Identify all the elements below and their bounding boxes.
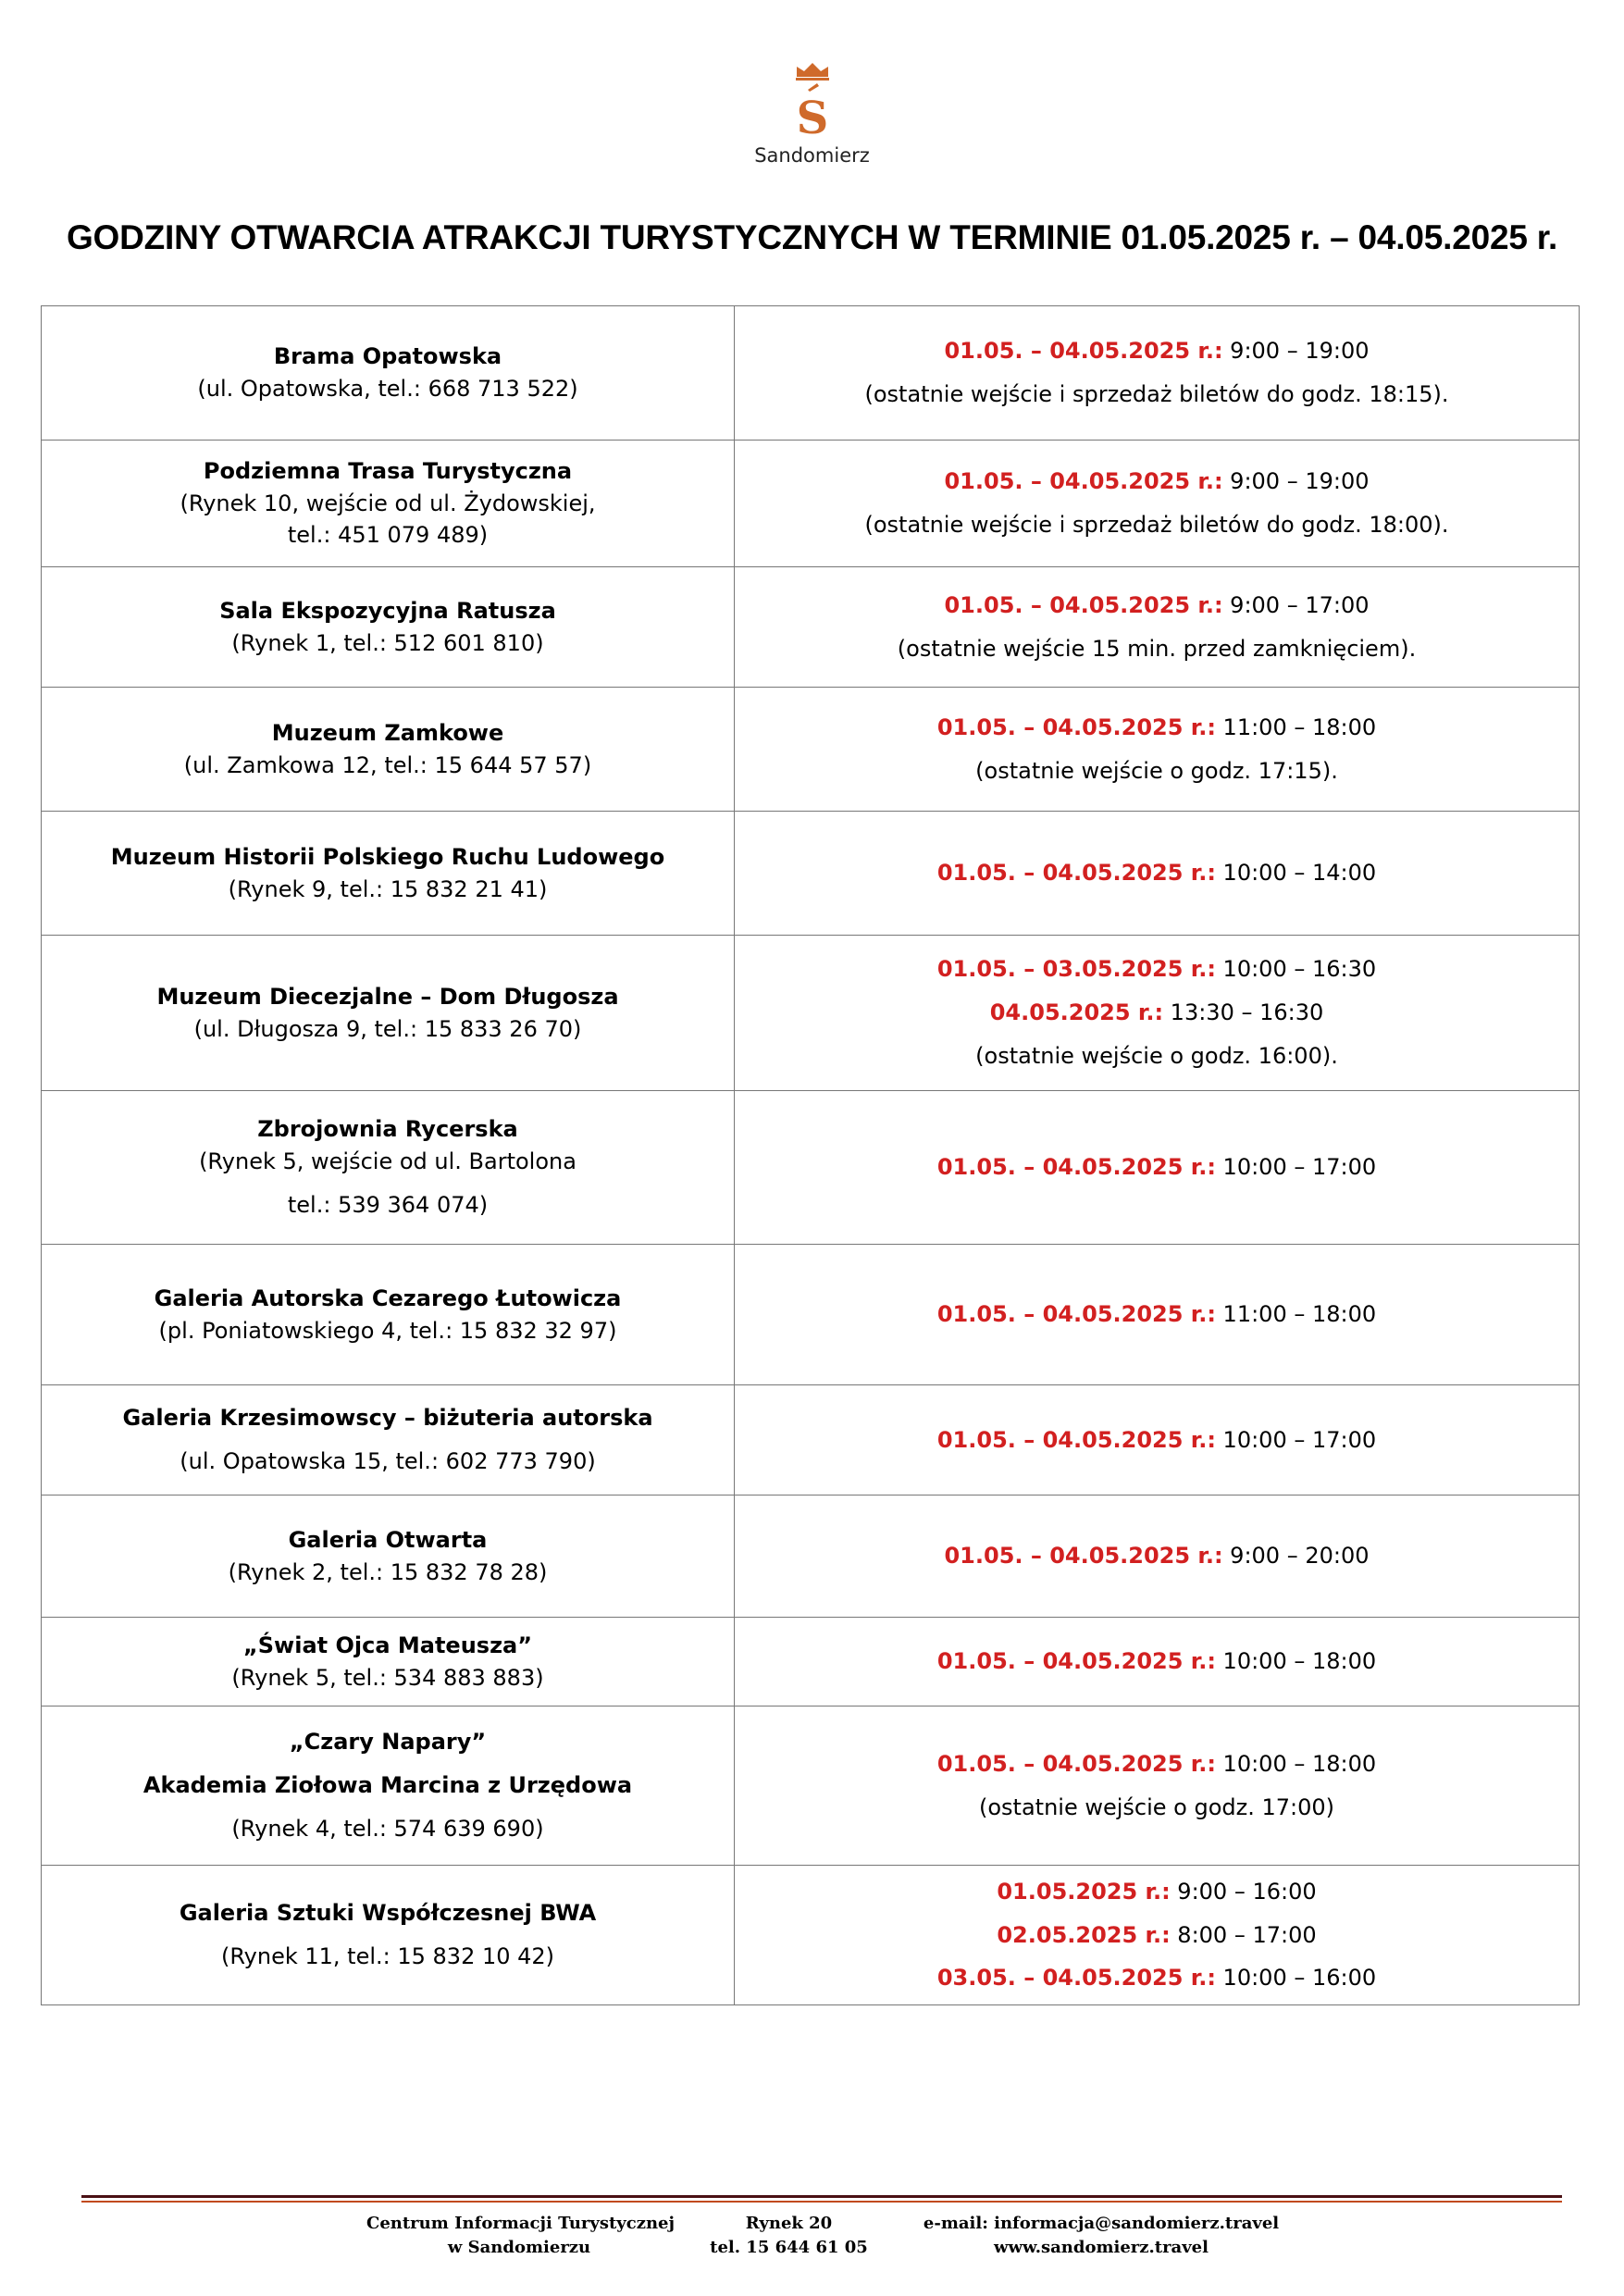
hours-line [744,1748,1569,1781]
footer-email: e-mail: informacja@sandomierz.travel [923,2214,1280,2233]
hours-cell [735,567,1580,688]
footer-organization [366,2212,675,2260]
footer-street: Rynek 20 [745,2214,833,2233]
hours-cell [735,1618,1580,1706]
attraction-name: „Świat Ojca Mateusza” [242,1632,533,1658]
hours-line [744,997,1569,1029]
table-row [42,1618,1580,1706]
attraction-name: Galeria Autorska Cezarego Łutowicza [154,1285,622,1311]
svg-text:S: S [796,93,828,135]
last-entry-note: (ostatnie wejście i sprzedaż biletów do godz. 18:15). [864,381,1449,407]
opening-time: 11:00 – 18:00 [1215,714,1377,740]
attraction-cell [42,1091,735,1245]
attraction-cell [42,306,735,441]
attraction-name: Muzeum Diecezjalne – Dom Długosza [156,983,619,1010]
logo [0,61,1624,167]
opening-time: 10:00 – 17:00 [1215,1154,1377,1181]
hours-cell [735,1091,1580,1245]
hours-line [744,1298,1569,1331]
hours-line [744,465,1569,498]
last-entry-note: (ostatnie wejście o godz. 16:00). [975,1042,1338,1069]
hours-line [744,1645,1569,1678]
table-row [42,1385,1580,1496]
attraction-name: Podziemna Trasa Turystyczna [203,457,573,484]
attraction-name: Muzeum Zamkowe [271,719,504,746]
hours-cell [735,812,1580,936]
footer-website: www.sandomierz.travel [994,2238,1209,2258]
date-range: 01.05. – 04.05.2025 r.: [936,1750,1216,1777]
hours-line [744,857,1569,889]
table-row [42,306,1580,441]
sandomierz-crest-icon [789,61,836,135]
attraction-address: (Rynek 4, tel.: 574 639 690) [231,1815,544,1842]
attraction-cell [42,936,735,1091]
table-row [42,1091,1580,1245]
opening-time: 10:00 – 16:30 [1215,956,1377,983]
table-row [42,1706,1580,1866]
hours-line [744,1424,1569,1457]
opening-time: 10:00 – 18:00 [1215,1648,1377,1675]
hours-line [744,1151,1569,1184]
opening-time: 9:00 – 20:00 [1222,1543,1370,1570]
hours-cell [735,1706,1580,1866]
date-range: 02.05.2025 r.: [997,1921,1171,1948]
table-row [42,441,1580,567]
opening-time: 8:00 – 17:00 [1170,1921,1317,1948]
table-row [42,1866,1580,2005]
attraction-name: Akademia Ziołowa Marcina z Urzędowa [143,1772,633,1799]
table-row [42,688,1580,812]
attraction-address: (Rynek 11, tel.: 15 832 10 42) [220,1943,555,1969]
attraction-address: (ul. Długosza 9, tel.: 15 833 26 70) [193,1015,582,1042]
attraction-address: (Rynek 2, tel.: 15 832 78 28) [228,1558,548,1585]
hours-cell [735,1385,1580,1496]
last-entry-note: (ostatnie wejście o godz. 17:15). [975,757,1338,784]
opening-time: 9:00 – 19:00 [1222,338,1370,365]
hours-line [744,1540,1569,1572]
opening-time: 10:00 – 14:00 [1215,860,1377,887]
date-range: 01.05. – 04.05.2025 r.: [944,338,1223,365]
attraction-cell [42,688,735,812]
date-range: 01.05. – 04.05.2025 r.: [944,468,1223,495]
attraction-cell [42,812,735,936]
city-name: Sandomierz [754,144,870,167]
opening-time: 9:00 – 17:00 [1222,591,1370,618]
date-range: 01.05. – 04.05.2025 r.: [936,1648,1216,1675]
date-range: 01.05. – 04.05.2025 r.: [936,1426,1216,1453]
footer-contact [921,2212,1282,2260]
opening-time: 10:00 – 16:00 [1215,1965,1377,1992]
attraction-cell [42,567,735,688]
attraction-name: Sala Ekspozycyjna Ratusza [219,597,556,624]
table-row [42,936,1580,1091]
attraction-address: (Rynek 5, wejście od ul. Bartolona [199,1148,576,1175]
date-range: 01.05. – 04.05.2025 r.: [936,714,1216,740]
date-range: 01.05. – 04.05.2025 r.: [944,1543,1223,1570]
date-range: 01.05. – 04.05.2025 r.: [936,1301,1216,1328]
hours-cell [735,1496,1580,1618]
opening-hours-table [41,305,1580,2005]
attraction-address: (Rynek 9, tel.: 15 832 21 41) [228,875,548,902]
attraction-address: tel.: 451 079 489) [287,522,489,549]
table-row [42,1496,1580,1618]
last-entry-note: (ostatnie wejście 15 min. przed zamknięciem). [897,635,1417,662]
attraction-cell [42,441,735,567]
footer-phone: tel. 15 644 61 05 [710,2238,868,2258]
hours-cell [735,306,1580,441]
hours-line [744,1876,1569,1908]
date-range: 01.05. – 04.05.2025 r.: [936,860,1216,887]
attraction-name: Galeria Otwarta [288,1526,488,1553]
hours-line [744,1919,1569,1952]
attraction-address: (ul. Zamkowa 12, tel.: 15 644 57 57) [183,751,592,778]
table-row [42,812,1580,936]
page-title: GODZINY OTWARCIA ATRAKCJI TURYSTYCZNYCH W TERMINIE 01.05.2025 r. – 04.05.2025 r. [66,218,1558,256]
attraction-address: (pl. Poniatowskiego 4, tel.: 15 832 32 97) [158,1317,617,1344]
hours-cell [735,441,1580,567]
attraction-name: Muzeum Historii Polskiego Ruchu Ludowego [110,843,665,870]
hours-line [744,335,1569,367]
hours-line [744,953,1569,986]
last-entry-note: (ostatnie wejście o godz. 17:00) [978,1793,1335,1820]
last-entry-note: (ostatnie wejście i sprzedaż biletów do godz. 18:00). [864,512,1449,538]
attraction-name: Galeria Krzesimowscy – biżuteria autorska [122,1405,653,1432]
date-range: 01.05.2025 r.: [997,1878,1171,1905]
hours-cell [735,936,1580,1091]
attraction-cell [42,1706,735,1866]
attraction-address: (ul. Opatowska, tel.: 668 713 522) [197,376,578,402]
hours-cell [735,1245,1580,1385]
attraction-name: Zbrojownia Rycerska [257,1116,518,1143]
attraction-cell [42,1385,735,1496]
attraction-address: tel.: 539 364 074) [287,1191,489,1218]
opening-time: 9:00 – 19:00 [1222,468,1370,495]
attraction-address: (ul. Opatowska 15, tel.: 602 773 790) [180,1448,596,1474]
attraction-name: „Czary Napary” [289,1729,487,1756]
date-range: 04.05.2025 r.: [989,999,1164,1026]
attraction-name: Brama Opatowska [273,343,502,370]
footer-divider [81,2195,1562,2203]
attraction-cell [42,1496,735,1618]
table-row [42,1245,1580,1385]
attraction-name: Galeria Sztuki Współczesnej BWA [179,1900,597,1927]
attraction-cell [42,1618,735,1706]
hours-line [744,712,1569,744]
date-range: 01.05. – 04.05.2025 r.: [944,591,1223,618]
date-range: 01.05. – 03.05.2025 r.: [936,956,1216,983]
attraction-cell [42,1866,735,2005]
attraction-address: (Rynek 10, wejście od ul. Żydowskiej, [180,490,596,516]
footer-org-line1: Centrum Informacji Turystycznej [366,2214,675,2233]
opening-time: 13:30 – 16:30 [1163,999,1324,1026]
opening-time: 11:00 – 18:00 [1215,1301,1377,1328]
footer-org-line2: w Sandomierzu [447,2238,591,2258]
attraction-address: (Rynek 5, tel.: 534 883 883) [231,1664,544,1691]
attraction-address: (Rynek 1, tel.: 512 601 810) [231,629,544,656]
opening-time: 10:00 – 17:00 [1215,1426,1377,1453]
hours-cell [735,688,1580,812]
hours-line [744,1962,1569,1994]
attraction-cell [42,1245,735,1385]
opening-time: 9:00 – 16:00 [1170,1878,1317,1905]
footer-address [703,2212,874,2260]
opening-time: 10:00 – 18:00 [1215,1750,1377,1777]
hours-cell [735,1866,1580,2005]
date-range: 01.05. – 04.05.2025 r.: [936,1154,1216,1181]
table-row [42,567,1580,688]
hours-line [744,590,1569,622]
date-range: 03.05. – 04.05.2025 r.: [936,1965,1216,1992]
